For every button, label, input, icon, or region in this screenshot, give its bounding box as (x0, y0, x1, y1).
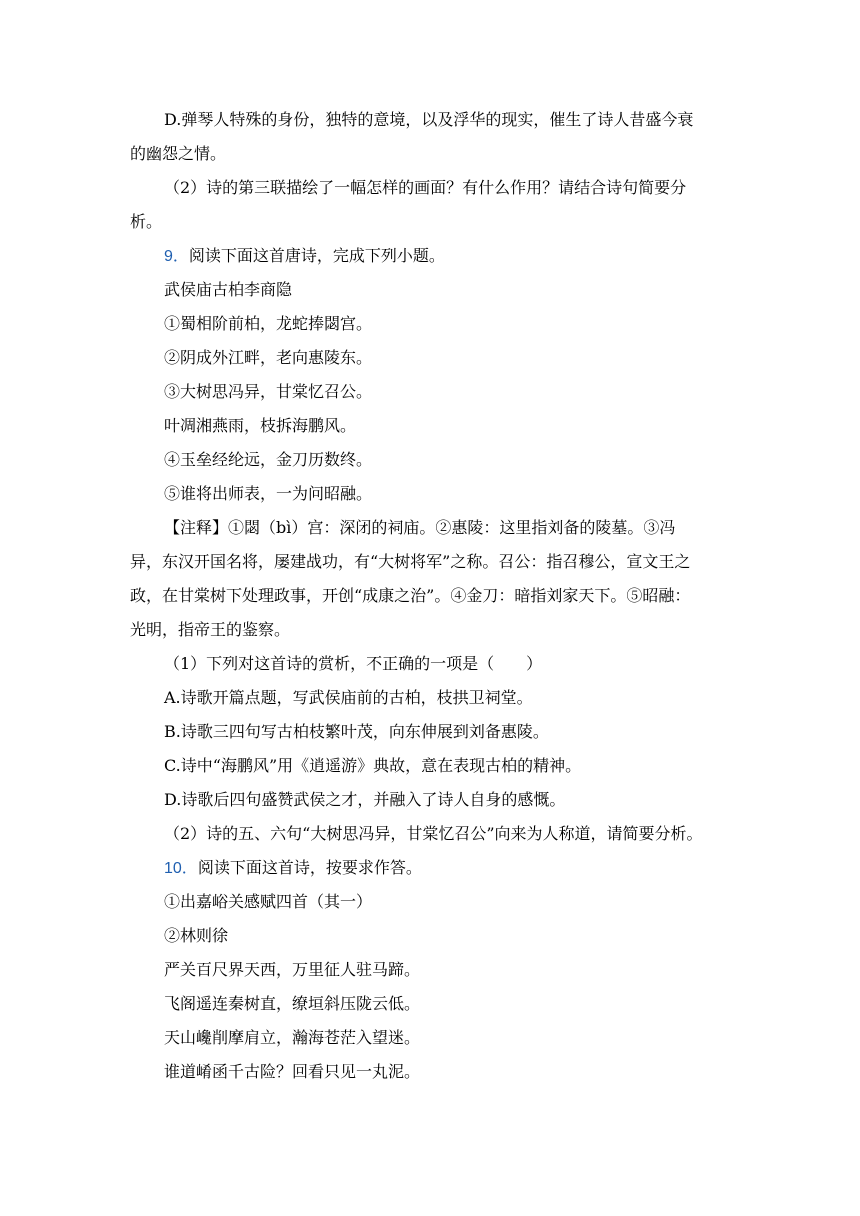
poem-line: ②阴成外江畔，老向惠陵东。 (164, 348, 373, 367)
poem-line: 严关百尺界天西，万里征人驻马蹄。 (164, 960, 421, 979)
subquestion-2-line1: （2）诗的第三联描绘了一幅怎样的画面？有什么作用？请结合诗句简要分 (164, 178, 687, 197)
poem-line: ⑤谁将出师表，一为问昭融。 (164, 484, 373, 503)
annotation-line3: 政，在甘棠树下处理政事，开创“成康之治”。④金刀：暗指刘家天下。⑤昭融： (130, 586, 691, 605)
question-10-heading (164, 858, 422, 879)
option-d-text-line2: 的幽怨之情。 (130, 144, 227, 163)
poem-line: 飞阁遥连秦树直，缭垣斜压陇云低。 (164, 994, 421, 1013)
question-9-heading (164, 246, 445, 267)
option-a: A.诗歌开篇点题，写武侯庙前的古柏，枝拱卫祠堂。 (164, 688, 533, 707)
annotation-line1: 【注释】①閟（bì）宫：深闭的祠庙。②惠陵：这里指刘备的陵墓。③冯 (164, 518, 676, 537)
subquestion-2-line2: 析。 (130, 212, 163, 231)
annotation-line4: 光明，指帝王的鉴察。 (130, 620, 291, 639)
poem-line: 天山巉削摩肩立，瀚海苍茫入望迷。 (164, 1028, 421, 1047)
poem-line: ④玉垒经纶远，金刀历数终。 (164, 450, 373, 469)
option-c: C.诗中“海鹏风”用《逍遥游》典故，意在表现古柏的精神。 (164, 756, 582, 775)
question-prompt: 阅读下面这首唐诗，完成下列小题。 (188, 246, 445, 265)
option-d: D.诗歌后四句盛赞武侯之才，并融入了诗人自身的感慨。 (164, 790, 566, 809)
option-d-text-line1: D.弹琴人特殊的身份，独特的意境，以及浮华的现实，催生了诗人昔盛今衰 (164, 110, 694, 129)
subquestion-2: （2）诗的五、六句“大树思冯异，甘棠忆召公”向来为人称道，请简要分析。 (164, 824, 703, 843)
poem-line: 叶凋湘燕雨，枝拆海鹏风。 (164, 416, 357, 435)
poem-line: ③大树思冯异，甘棠忆召公。 (164, 382, 373, 401)
question-number: 9． (164, 248, 189, 265)
poem-line: ①蜀相阶前柏，龙蛇捧閟宫。 (164, 314, 373, 333)
poem-line: 谁道崤函千古险？回看只见一丸泥。 (164, 1062, 421, 1081)
poem-title: 武侯庙古柏李商隐 (164, 280, 293, 299)
question-prompt: 阅读下面这首诗，按要求作答。 (197, 858, 422, 877)
question-number: 10． (164, 860, 198, 877)
poem-title: ①出嘉峪关感赋四首（其一） (164, 892, 373, 911)
annotation-line2: 异，东汉开国名将，屡建战功，有“大树将军”之称。召公：指召穆公，宣文王之 (130, 552, 691, 571)
poem-author: ②林则徐 (164, 926, 229, 945)
subquestion-1: （1）下列对这首诗的赏析，不正确的一项是（ ） (164, 654, 543, 673)
option-b: B.诗歌三四句写古柏枝繁叶茂，向东伸展到刘备惠陵。 (164, 722, 549, 741)
